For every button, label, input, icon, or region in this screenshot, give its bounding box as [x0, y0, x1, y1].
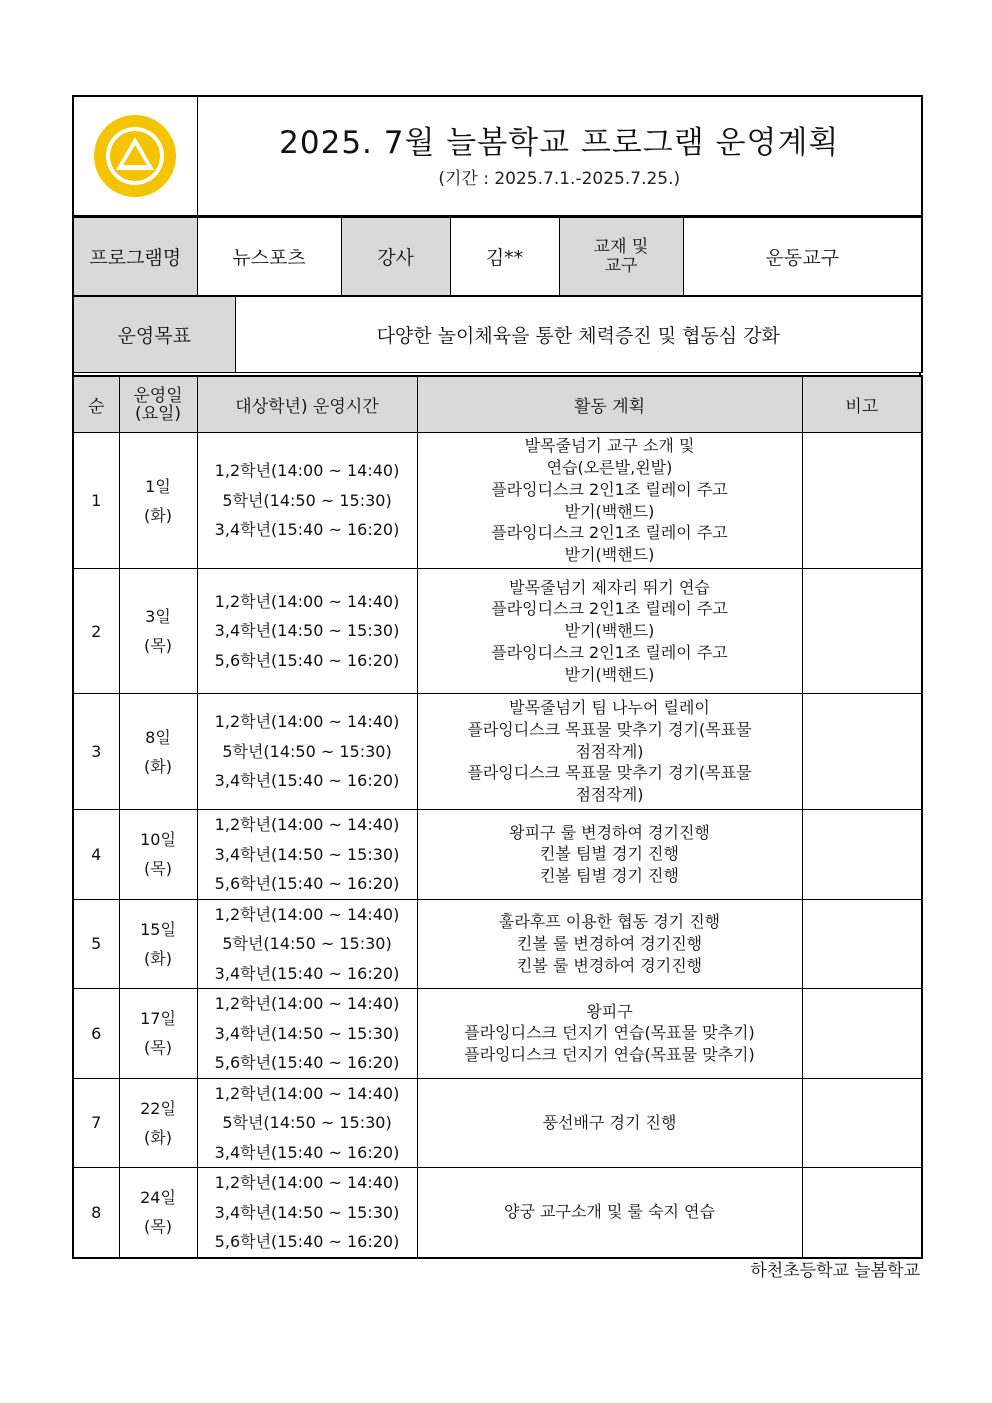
col-header-target: 대상학년) 운영시간 — [197, 376, 417, 433]
plan-line: 풍선배구 경기 진행 — [542, 1112, 677, 1132]
col-header-date-line1: 운영일 — [133, 385, 183, 406]
row-date — [119, 1168, 197, 1258]
row-number: 2 — [73, 569, 119, 694]
plan-line: 받기(백핸드) — [564, 501, 655, 521]
program-label: 프로그램명 — [73, 218, 197, 296]
row-note — [802, 433, 922, 569]
plan-line: 플라잉디스크 던지기 연습(목표물 맞추기) — [464, 1045, 755, 1065]
row-plan — [417, 1078, 802, 1168]
row-date — [119, 810, 197, 900]
table-row — [73, 433, 922, 569]
material-label — [559, 218, 683, 296]
plan-line: 킨볼 룰 변경하여 경기진행 — [516, 955, 703, 975]
plan-line: 발목줄넘기 팀 나누어 릴레이 — [509, 698, 710, 717]
col-header-date — [119, 376, 197, 433]
table-header-row — [73, 376, 922, 433]
time-slot: 3,4학년(15:40 ~ 16:20) — [214, 771, 400, 791]
row-weekday: (화) — [144, 948, 172, 968]
time-slot: 5,6학년(15:40 ~ 16:20) — [214, 874, 400, 893]
program-value: 뉴스포츠 — [197, 218, 341, 296]
goal-table — [72, 296, 923, 373]
table-row — [73, 989, 922, 1079]
plan-line: 플라잉디스크 목표물 맞추기 경기(목표물 — [467, 719, 752, 739]
plan-line: 양궁 교구소개 및 룰 숙지 연습 — [504, 1202, 715, 1222]
info-table — [72, 217, 923, 296]
logo-cell — [73, 96, 197, 216]
row-plan — [417, 569, 802, 694]
time-slot: 5학년(14:50 ~ 15:30) — [222, 934, 392, 953]
table-row — [73, 899, 922, 989]
plan-line: 점점작게) — [575, 741, 644, 761]
plan-line: 왕피구 룰 변경하여 경기진행 — [509, 822, 710, 842]
time-slot: 1,2학년(14:00 ~ 14:40) — [214, 712, 400, 732]
goal-label: 운영목표 — [73, 297, 235, 373]
period-text: (기간 : 2025.7.1.-2025.7.25.) — [438, 169, 681, 189]
time-slot: 3,4학년(14:50 ~ 15:30) — [214, 1023, 400, 1043]
row-day: 17일 — [140, 1009, 176, 1029]
row-day: 24일 — [140, 1188, 176, 1208]
table-row — [73, 1078, 922, 1168]
time-slot: 3,4학년(15:40 ~ 16:20) — [214, 963, 400, 983]
time-slot: 3,4학년(14:50 ~ 15:30) — [214, 844, 400, 864]
goal-value: 다양한 놀이체육을 통한 체력증진 및 협동심 강화 — [235, 297, 922, 373]
time-slot: 1,2학년(14:00 ~ 14:40) — [214, 1083, 400, 1103]
time-slot: 3,4학년(15:40 ~ 16:20) — [214, 520, 400, 540]
schedule-table — [72, 375, 923, 1259]
col-header-no: 순 — [73, 376, 119, 433]
plan-line: 플라잉디스크 던지기 연습(목표물 맞추기) — [464, 1023, 755, 1043]
row-weekday: (화) — [144, 505, 172, 525]
row-plan — [417, 989, 802, 1079]
plan-document — [72, 95, 921, 1259]
row-day: 3일 — [145, 607, 171, 626]
row-times — [197, 810, 417, 900]
title-cell — [197, 96, 922, 216]
row-plan — [417, 694, 802, 810]
plan-line: 받기(백핸드) — [564, 545, 655, 565]
table-row — [73, 694, 922, 810]
time-slot: 3,4학년(15:40 ~ 16:20) — [214, 1142, 400, 1162]
plan-line: 받기(백핸드) — [564, 664, 655, 684]
row-times — [197, 1168, 417, 1258]
row-times — [197, 433, 417, 569]
material-value: 운동교구 — [683, 218, 922, 296]
time-slot: 1,2학년(14:00 ~ 14:40) — [214, 994, 400, 1013]
row-note — [802, 1078, 922, 1168]
row-note — [802, 989, 922, 1079]
row-date — [119, 1078, 197, 1168]
row-number: 1 — [73, 433, 119, 569]
time-slot: 1,2학년(14:00 ~ 14:40) — [214, 815, 400, 834]
plan-line: 플라잉디스크 2인1조 릴레이 주고 — [491, 523, 728, 543]
table-row — [73, 569, 922, 694]
row-day: 22일 — [140, 1098, 176, 1118]
row-day: 1일 — [145, 476, 171, 496]
plan-line: 점점작게) — [575, 785, 644, 805]
plan-line: 킨볼 룰 변경하여 경기진행 — [516, 933, 703, 953]
plan-line: 받기(백핸드) — [564, 621, 655, 641]
row-date — [119, 569, 197, 694]
col-header-date-line2: (요일) — [134, 403, 182, 424]
row-number: 4 — [73, 810, 119, 900]
time-slot: 1,2학년(14:00 ~ 14:40) — [214, 1173, 400, 1192]
row-weekday: (목) — [144, 636, 172, 655]
plan-line: 플라잉디스크 목표물 맞추기 경기(목표물 — [467, 763, 752, 783]
row-weekday: (화) — [144, 1127, 172, 1147]
plan-line: 훌라후프 이용한 협동 경기 진행 — [498, 912, 721, 932]
row-date — [119, 989, 197, 1079]
time-slot: 1,2학년(14:00 ~ 14:40) — [214, 904, 400, 924]
row-note — [802, 1168, 922, 1258]
row-weekday: (목) — [144, 1038, 172, 1058]
row-plan — [417, 899, 802, 989]
table-row — [73, 810, 922, 900]
row-plan — [417, 1168, 802, 1258]
plan-line: 킨볼 팀별 경기 진행 — [540, 844, 679, 864]
row-plan — [417, 810, 802, 900]
row-day: 15일 — [140, 919, 176, 939]
col-header-plan: 활동 계획 — [417, 376, 802, 433]
time-slot: 5학년(14:50 ~ 15:30) — [222, 490, 392, 510]
row-note — [802, 569, 922, 694]
plan-line: 킨볼 팀별 경기 진행 — [540, 866, 679, 886]
plan-line: 발목줄넘기 교구 소개 및 — [524, 436, 695, 456]
row-date — [119, 433, 197, 569]
plan-line: 연습(오른발,왼발) — [546, 457, 673, 477]
time-slot: 1,2학년(14:00 ~ 14:40) — [214, 591, 400, 611]
time-slot: 1,2학년(14:00 ~ 14:40) — [214, 461, 400, 481]
school-emblem-icon — [92, 113, 178, 199]
time-slot: 3,4학년(14:50 ~ 15:30) — [214, 621, 400, 641]
page-title: 2025. 7월 늘봄학교 프로그램 운영계획 — [279, 125, 840, 161]
row-date — [119, 899, 197, 989]
time-slot: 3,4학년(14:50 ~ 15:30) — [214, 1202, 400, 1222]
row-times — [197, 989, 417, 1079]
time-slot: 5학년(14:50 ~ 15:30) — [222, 1113, 392, 1132]
row-times — [197, 1078, 417, 1168]
instructor-value: 김** — [450, 218, 559, 296]
row-weekday: (목) — [144, 859, 172, 879]
row-number: 7 — [73, 1078, 119, 1168]
title-block — [72, 95, 923, 217]
row-weekday: (목) — [144, 1217, 172, 1237]
row-day: 8일 — [145, 727, 171, 747]
row-times — [197, 569, 417, 694]
time-slot: 5학년(14:50 ~ 15:30) — [222, 741, 392, 761]
plan-line: 플라잉디스크 2인1조 릴레이 주고 — [491, 599, 728, 619]
row-times — [197, 694, 417, 810]
row-number: 8 — [73, 1168, 119, 1258]
plan-line: 플라잉디스크 2인1조 릴레이 주고 — [491, 642, 728, 662]
row-number: 3 — [73, 694, 119, 810]
material-label-line1: 교재 및 — [593, 236, 649, 257]
plan-line: 왕피구 — [586, 1001, 633, 1021]
plan-line: 플라잉디스크 2인1조 릴레이 주고 — [491, 479, 728, 499]
row-number: 5 — [73, 899, 119, 989]
time-slot: 5,6학년(15:40 ~ 16:20) — [214, 1232, 400, 1251]
row-note — [802, 810, 922, 900]
instructor-label: 강사 — [341, 218, 450, 296]
time-slot: 5,6학년(15:40 ~ 16:20) — [214, 650, 400, 670]
material-label-line2: 교구 — [604, 255, 638, 276]
row-weekday: (화) — [144, 756, 172, 776]
col-header-note: 비고 — [802, 376, 922, 433]
row-note — [802, 694, 922, 810]
time-slot: 5,6학년(15:40 ~ 16:20) — [214, 1053, 400, 1072]
row-times — [197, 899, 417, 989]
row-plan — [417, 433, 802, 569]
row-number: 6 — [73, 989, 119, 1079]
table-row — [73, 1168, 922, 1258]
row-date — [119, 694, 197, 810]
plan-line: 발목줄넘기 제자리 뛰기 연습 — [509, 577, 710, 597]
school-footer: 하천초등학교 늘봄학교 — [750, 1261, 920, 1281]
row-note — [802, 899, 922, 989]
row-day: 10일 — [140, 830, 176, 850]
